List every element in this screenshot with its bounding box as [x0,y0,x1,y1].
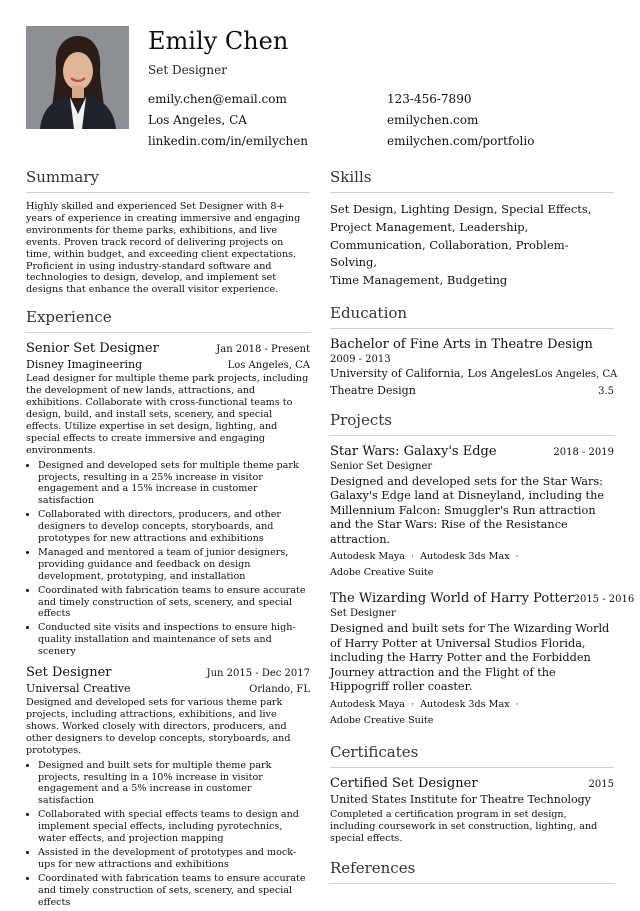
phone-text: 123-456-7890 [387,92,472,106]
project-title: The Wizarding World of Harry Potter [330,591,574,607]
project-tools [330,697,614,729]
skills-line: Communication, Collaboration, Problem-Solving, [330,237,569,270]
job-location: Orlando, FL [249,684,310,696]
skills-line: Time Management, Budgeting [330,273,508,288]
degree-title: Bachelor of Fine Arts in Theatre Design [330,336,593,352]
left-column [26,168,310,911]
summary-heading: Summary [26,168,310,193]
bullet-item: • Designed and developed sets for multiple theme park projects, resulting in a 25% increase in visitor engagement and a 15% increase in customer satisfaction [38,460,310,508]
bullet-item: • Collaborated with special effects teams to design and implement special effects, including pyrotechnics, water effects, and projection mapping [38,809,310,845]
project-entry [330,591,635,729]
bullet-item: • Conducted site visits and inspections to ensure high-quality installation and maintenance of sets and scenery [38,622,310,658]
skills-line: Project Management, Leadership, [330,219,529,234]
right-column [330,168,635,892]
certificate-description: Completed a certification program in set design, including coursework in set construction, lighting, and special effects. [330,808,598,844]
school-location: Los Angeles, CA [534,368,618,380]
job-bullets [26,460,310,659]
project-dates: 2015 - 2016 [573,594,635,606]
certificate-name: Certified Set Designer [330,775,478,791]
certificates-heading: Certificates [330,743,614,768]
job-company: Universal Creative [26,682,131,696]
project-description: Designed and built sets for The Wizarding World of Harry Potter at Universal Studios Florida, including the Harry Potter and the Forbidden Journey attraction and the Flight of the Hippogriff roller coaster. [330,622,610,694]
tool-tag: Autodesk 3ds Max [420,551,510,563]
school-name: University of California, Los Angeles [330,366,535,380]
email-link[interactable]: emily.chen@email.com [148,92,287,106]
profile-photo [26,26,129,129]
bullet-item: • Designed and built sets for multiple theme park projects, resulting in a 10% increase in visitor engagement and a 5% increase in customer satisfaction [38,760,310,808]
portrait-image [26,26,129,129]
job-bullets [26,760,310,909]
tool-tag: Adobe Creative Suite [330,567,434,579]
projects-heading: Projects [330,411,614,436]
bullet-item: • Coordinated with fabrication teams to ensure accurate and timely construction of sets, scenery, and special effects [38,585,310,621]
project-title: Star Wars: Galaxy's Edge [330,443,497,459]
portfolio-link[interactable]: emilychen.com/portfolio [387,134,535,148]
skills-list [330,201,614,290]
job-title: Set Designer [26,665,112,681]
location-text: Los Angeles, CA [148,113,247,127]
references-heading: References [330,859,614,884]
job-dates: Jan 2018 - Present [216,344,310,356]
experience-heading: Experience [26,308,310,333]
job-entry [26,665,310,908]
job-dates: Jun 2015 - Dec 2017 [206,668,310,680]
job-entry [26,341,310,658]
bullet-item: • Assisted in the development of prototypes and mock-ups for new attractions and exhibitions [38,847,310,871]
linkedin-link[interactable]: linkedin.com/in/emilychen [148,134,309,148]
separator-dot: · [515,698,519,710]
certificate-issuer: United States Institute for Theatre Technology [330,792,591,806]
job-description: Designed and developed sets for various theme park projects, including attractions, exhibitions, and live shows. Worked closely with directors, producers, and other designers to develop concepts, storyboards, and prototypes. [26,697,291,756]
gpa-text: 3.5 [598,385,614,397]
project-entry [330,444,614,582]
separator-dot: · [411,698,415,710]
tool-tag: Autodesk Maya [330,698,406,710]
project-description: Designed and developed sets for the Star Wars: Galaxy's Edge land at Disneyland, including the Millennium Falcon: Smuggler's Run attraction and the Star Wars: Rise of the Resistance attraction. [330,474,605,546]
candidate-name: Emily Chen [148,27,289,55]
skills-heading: Skills [330,168,614,193]
tool-tag: Adobe Creative Suite [330,714,434,726]
job-title: Senior Set Designer [26,341,159,357]
education-dates: 2009 - 2013 [330,353,391,365]
skills-line: Set Design, Lighting Design, Special Effects, [330,202,592,216]
bullet-item: • Coordinated with fabrication teams to ensure accurate and timely construction of sets, scenery, and special effects [38,873,310,909]
project-tools [330,549,614,581]
major-text: Theatre Design [330,383,416,397]
tool-tag: Autodesk Maya [330,551,406,563]
job-company: Disney Imagineering [26,358,143,372]
separator-dot: · [411,551,415,563]
project-role: Senior Set Designer [330,460,433,472]
project-role: Set Designer [330,608,396,620]
separator-dot: · [515,551,519,563]
website-link[interactable]: emilychen.com [387,113,479,127]
bullet-item: • Collaborated with directors, producers, and other designers to develop concepts, storyboards, and prototypes for new attractions and exhibitions [38,509,310,545]
education-heading: Education [330,304,614,329]
bullet-item: • Managed and mentored a team of junior designers, providing guidance and feedback on design development, prototyping, and installation [38,547,310,583]
tool-tag: Autodesk 3ds Max [420,698,510,710]
job-location: Los Angeles, CA [227,360,310,372]
summary-text: Highly skilled and experienced Set Designer with 8+ years of experience in creating immersive and engaging environments for theme parks, exhibitions, and live events. Proven track record of delivering projects on time, within budget, and exceeding client expectations. Proficient in using industry-standard software and technologies to design, develop, and implement set designs that enhance the overall visitor experience. [26,201,301,296]
candidate-title: Set Designer [148,63,227,77]
certificate-year: 2015 [588,778,614,790]
job-description: Lead designer for multiple theme park projects, including the development of new lands, attractions, and exhibitions. Collaborate with cross-functional teams to design, build, and install sets, scenery, and special effects. Utilize expertise in set design, lighting, and special effects to create immersive and engaging environments. [26,373,309,456]
project-dates: 2018 - 2019 [553,446,614,458]
